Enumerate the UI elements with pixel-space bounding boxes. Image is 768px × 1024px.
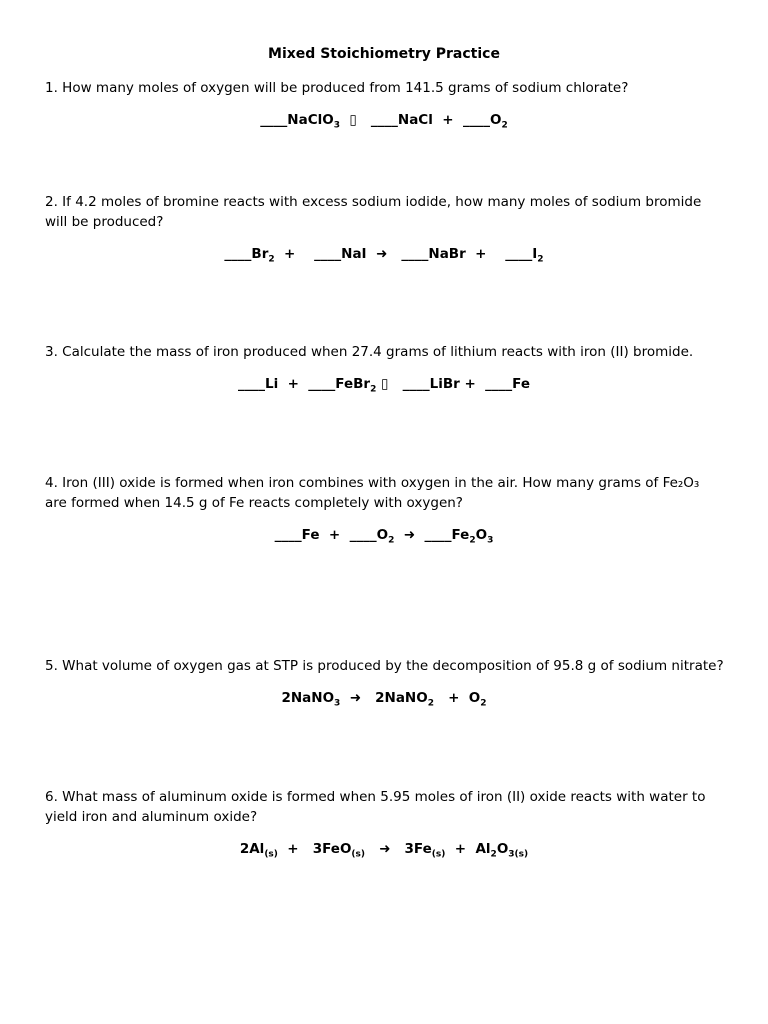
question-3-text: 3. Calculate the mass of iron produced when 27.4 grams of lithium reacts with iron (II) bromide. [45,344,694,360]
question-1-equation: ____NaClO$_3$ ▯ ____NaCl + $\_\_\_\_O_2$ [260,112,508,131]
question-2-equation: $\_\_\_\_Br_2$ + ____NaI ➜ ____NaBr + $\_\_\_\_I_2$ [224,246,544,265]
question-3-equation: ____Li + ____FeBr$_2$ ▯ ____LiBr + ____Fe [237,376,531,395]
page-title: Mixed Stoichiometry Practice [268,46,500,62]
question-6-equation: $2Al_{(s)} + 3FeO_{(s)}$ ➜ $3Fe_{(s)} + Al_2O_{3(s)}$ [239,841,529,860]
question-6-text: 6. What mass of aluminum oxide is formed when 5.95 moles of iron (II) oxide reacts with water to yield iron and aluminum oxide? [45,789,706,825]
question-2-text: 2. If 4.2 moles of bromine reacts with excess sodium iodide, how many moles of sodium bromide will be produced? [45,194,702,230]
question-1-text: 1. How many moles of oxygen will be produced from 141.5 grams of sodium chlorate? [45,80,629,96]
question-5-text: 5. What volume of oxygen gas at STP is produced by the decomposition of 95.8 g of sodium nitrate? [45,658,724,674]
question-4-text: 4. Iron (III) oxide is formed when iron combines with oxygen in the air. How many grams of Fe₂O₃ are formed when 14.5 g of Fe reacts completely with oxygen? [45,475,700,511]
question-5-equation: 2NaNO$_3$ ➜ 2NaNO$_2$ + $O_2$ [281,690,487,709]
question-4-equation: ____Fe + $\_\_\_\_O_2$ ➜ $\_\_\_\_Fe_2O_3$ [274,527,494,546]
